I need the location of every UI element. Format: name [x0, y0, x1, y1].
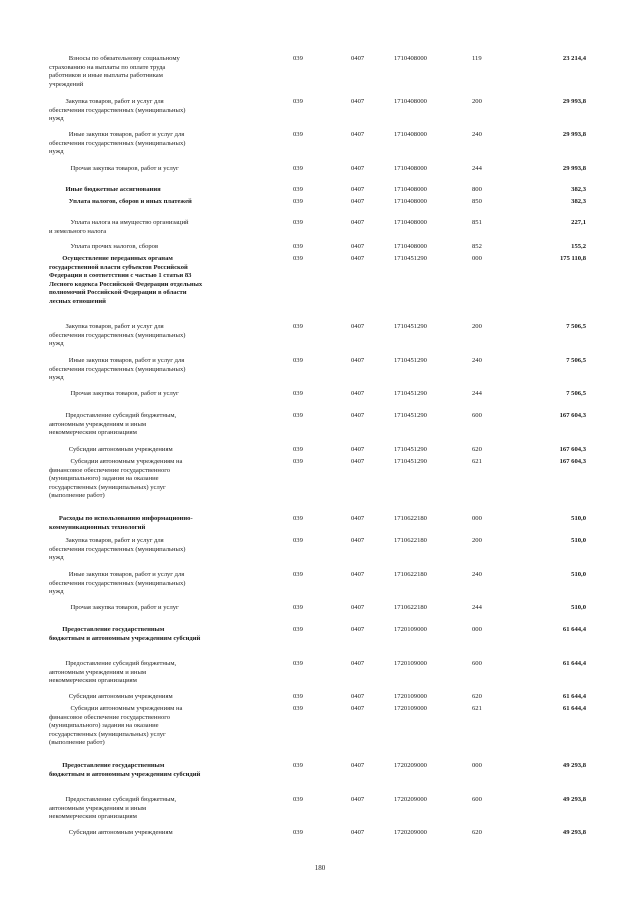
admin-code: 039	[293, 55, 303, 62]
admin-code: 039	[293, 537, 303, 544]
section-code: 0407	[351, 693, 365, 700]
target-article-code: 1720109000	[394, 626, 427, 633]
target-article-code: 1720109000	[394, 693, 427, 700]
section-code: 0407	[351, 323, 365, 330]
expense-type-code: 240	[472, 131, 482, 138]
section-code: 0407	[351, 357, 365, 364]
target-article-code: 1710408000	[394, 198, 427, 205]
section-code: 0407	[351, 660, 365, 667]
row-name: Закупка товаров, работ и услуг для обеспечения государственных (муниципальных) нужд	[49, 537, 186, 562]
row-name: Прочая закупка товаров, работ и услуг	[49, 390, 179, 397]
row-name: Уплата прочих налогов, сборов	[49, 243, 159, 250]
amount: 510,0	[571, 537, 586, 544]
row-name: Иные закупки товаров, работ и услуг для обеспечения государственных (муниципальных) нужд	[49, 571, 186, 596]
expense-type-code: 200	[472, 537, 482, 544]
amount: 61 644,4	[562, 693, 586, 700]
target-article-code: 1710408000	[394, 219, 427, 226]
admin-code: 039	[293, 660, 303, 667]
row-name: Закупка товаров, работ и услуг для обеспечения государственных (муниципальных) нужд	[49, 98, 186, 123]
amount: 29 993,8	[562, 165, 586, 172]
section-code: 0407	[351, 390, 365, 397]
target-article-code: 1710408000	[394, 243, 427, 250]
admin-code: 039	[293, 131, 303, 138]
section-code: 0407	[351, 98, 365, 105]
expense-type-code: 244	[472, 165, 482, 172]
target-article-code: 1710408000	[394, 55, 427, 62]
amount: 49 293,8	[562, 796, 586, 803]
target-article-code: 1710622180	[394, 537, 427, 544]
admin-code: 039	[293, 357, 303, 364]
row-name: Предоставление субсидий бюджетным, автономным учреждениям и иным некоммерческим организациям	[49, 412, 177, 437]
admin-code: 039	[293, 390, 303, 397]
section-code: 0407	[351, 537, 365, 544]
row-name: Иные бюджетные ассигнования	[49, 186, 161, 193]
admin-code: 039	[293, 626, 303, 633]
expense-type-code: 600	[472, 660, 482, 667]
expense-type-code: 200	[472, 323, 482, 330]
section-code: 0407	[351, 829, 365, 836]
admin-code: 039	[293, 705, 303, 712]
amount: 61 644,4	[562, 705, 586, 712]
section-code: 0407	[351, 515, 365, 522]
amount: 155,2	[571, 243, 586, 250]
amount: 49 293,8	[562, 762, 586, 769]
row-name: Субсидии автономным учреждениям	[49, 829, 173, 836]
admin-code: 039	[293, 604, 303, 611]
admin-code: 039	[293, 829, 303, 836]
expense-type-code: 200	[472, 98, 482, 105]
target-article-code: 1720209000	[394, 829, 427, 836]
target-article-code: 1710451290	[394, 323, 427, 330]
expense-type-code: 240	[472, 571, 482, 578]
expense-type-code: 620	[472, 446, 482, 453]
admin-code: 039	[293, 515, 303, 522]
target-article-code: 1720209000	[394, 796, 427, 803]
expense-type-code: 240	[472, 357, 482, 364]
section-code: 0407	[351, 762, 365, 769]
section-code: 0407	[351, 796, 365, 803]
expense-type-code: 244	[472, 604, 482, 611]
target-article-code: 1710408000	[394, 98, 427, 105]
row-name: Уплата налогов, сборов и иных платежей	[49, 198, 192, 205]
section-code: 0407	[351, 131, 365, 138]
amount: 382,3	[571, 198, 586, 205]
admin-code: 039	[293, 198, 303, 205]
amount: 7 506,5	[566, 390, 586, 397]
expense-type-code: 244	[472, 390, 482, 397]
expense-type-code: 800	[472, 186, 482, 193]
page-number: 180	[314, 864, 326, 872]
admin-code: 039	[293, 571, 303, 578]
row-name: Взносы по обязательному социальному страхованию на выплаты по оплате труда работников и иные выплаты работникам учреждений	[49, 55, 180, 88]
expense-type-code: 119	[472, 55, 482, 62]
row-name: Предоставление государственным бюджетным и автономным учреждениям субсидий	[49, 762, 201, 778]
amount: 510,0	[571, 571, 586, 578]
row-name: Иные закупки товаров, работ и услуг для обеспечения государственных (муниципальных) нужд	[49, 357, 186, 382]
target-article-code: 1710451290	[394, 412, 427, 419]
amount: 29 993,8	[562, 98, 586, 105]
admin-code: 039	[293, 255, 303, 262]
row-name: Закупка товаров, работ и услуг для обеспечения государственных (муниципальных) нужд	[49, 323, 186, 348]
expense-type-code: 600	[472, 796, 482, 803]
amount: 167 604,3	[559, 446, 586, 453]
section-code: 0407	[351, 458, 365, 465]
row-name: Иные закупки товаров, работ и услуг для обеспечения государственных (муниципальных) нужд	[49, 131, 186, 156]
amount: 61 644,4	[562, 626, 586, 633]
admin-code: 039	[293, 219, 303, 226]
row-name: Субсидии автономным учреждениям	[49, 446, 173, 453]
section-code: 0407	[351, 198, 365, 205]
row-name: Прочая закупка товаров, работ и услуг	[49, 165, 179, 172]
amount: 510,0	[571, 515, 586, 522]
amount: 167 604,3	[559, 412, 586, 419]
amount: 510,0	[571, 604, 586, 611]
admin-code: 039	[293, 165, 303, 172]
section-code: 0407	[351, 412, 365, 419]
expense-type-code: 000	[472, 515, 482, 522]
expense-type-code: 621	[472, 458, 482, 465]
admin-code: 039	[293, 412, 303, 419]
row-name: Уплата налога на имущество организаций и земельного налога	[49, 219, 189, 235]
amount: 7 506,5	[566, 323, 586, 330]
section-code: 0407	[351, 626, 365, 633]
section-code: 0407	[351, 705, 365, 712]
amount: 49 293,8	[562, 829, 586, 836]
section-code: 0407	[351, 165, 365, 172]
target-article-code: 1710451290	[394, 390, 427, 397]
amount: 29 993,8	[562, 131, 586, 138]
row-name: Расходы по использованию информационно- коммуникационных технологий	[49, 515, 193, 531]
target-article-code: 1710451290	[394, 357, 427, 364]
row-name: Субсидии автономным учреждениям на финансовое обеспечение государственного (муниципального) задания на оказание государственных (муниципальных) услуг (выполнение работ)	[49, 705, 183, 747]
amount: 23 214,4	[562, 55, 586, 62]
expense-type-code: 000	[472, 762, 482, 769]
target-article-code: 1710451290	[394, 458, 427, 465]
admin-code: 039	[293, 446, 303, 453]
target-article-code: 1710408000	[394, 165, 427, 172]
admin-code: 039	[293, 323, 303, 330]
expense-type-code: 850	[472, 198, 482, 205]
expense-type-code: 000	[472, 255, 482, 262]
section-code: 0407	[351, 243, 365, 250]
row-name: Предоставление субсидий бюджетным, автономным учреждениям и иным некоммерческим организациям	[49, 796, 177, 821]
expense-type-code: 620	[472, 693, 482, 700]
row-name: Субсидии автономным учреждениям	[49, 693, 173, 700]
target-article-code: 1710622180	[394, 604, 427, 611]
row-name: Прочая закупка товаров, работ и услуг	[49, 604, 179, 611]
admin-code: 039	[293, 458, 303, 465]
row-name: Субсидии автономным учреждениям на финансовое обеспечение государственного (муниципального) задания на оказание государственных (муниципальных) услуг (выполнение работ)	[49, 458, 183, 500]
section-code: 0407	[351, 219, 365, 226]
section-code: 0407	[351, 186, 365, 193]
admin-code: 039	[293, 243, 303, 250]
target-article-code: 1710408000	[394, 131, 427, 138]
admin-code: 039	[293, 186, 303, 193]
amount: 227,1	[571, 219, 586, 226]
expense-type-code: 852	[472, 243, 482, 250]
target-article-code: 1720109000	[394, 660, 427, 667]
target-article-code: 1710451290	[394, 446, 427, 453]
section-code: 0407	[351, 55, 365, 62]
expense-type-code: 851	[472, 219, 482, 226]
row-name: Осуществление переданных органам государственной власти субъектов Российской Федерации в соответствии с частью 1 статьи 83 Лесного кодекса Российской Федерации отдельных полномочий Российской Федерации в области лесных отношений	[49, 255, 203, 305]
section-code: 0407	[351, 604, 365, 611]
target-article-code: 1710451290	[394, 255, 427, 262]
admin-code: 039	[293, 762, 303, 769]
expense-type-code: 621	[472, 705, 482, 712]
target-article-code: 1710622180	[394, 515, 427, 522]
amount: 175 110,8	[559, 255, 586, 262]
amount: 382,3	[571, 186, 586, 193]
admin-code: 039	[293, 98, 303, 105]
admin-code: 039	[293, 693, 303, 700]
section-code: 0407	[351, 255, 365, 262]
expense-type-code: 000	[472, 626, 482, 633]
admin-code: 039	[293, 796, 303, 803]
target-article-code: 1710622180	[394, 571, 427, 578]
amount: 7 506,5	[566, 357, 586, 364]
section-code: 0407	[351, 571, 365, 578]
amount: 61 644,4	[562, 660, 586, 667]
row-name: Предоставление государственным бюджетным и автономным учреждениям субсидий	[49, 626, 201, 642]
expense-type-code: 600	[472, 412, 482, 419]
row-name: Предоставление субсидий бюджетным, автономным учреждениям и иным некоммерческим организациям	[49, 660, 177, 685]
target-article-code: 1720109000	[394, 705, 427, 712]
target-article-code: 1720209000	[394, 762, 427, 769]
amount: 167 604,3	[559, 458, 586, 465]
section-code: 0407	[351, 446, 365, 453]
expense-type-code: 620	[472, 829, 482, 836]
target-article-code: 1710408000	[394, 186, 427, 193]
